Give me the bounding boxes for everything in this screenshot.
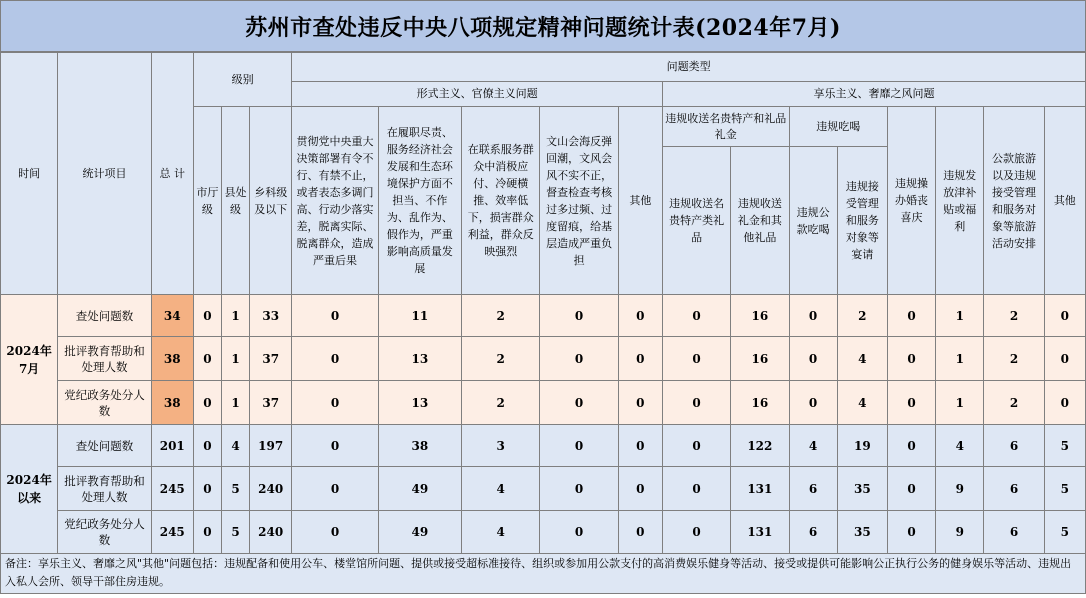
value-cell: 2 [462, 295, 540, 337]
value-cell: 0 [193, 337, 221, 381]
value-cell: 16 [731, 337, 789, 381]
header-formalism-col: 贯彻党中央重大决策部署有令不行、有禁不止，或者表态多调门高、行动少落实差，脱离实际、脱离群众，造成严重后果 [292, 107, 378, 295]
value-cell: 37 [250, 337, 292, 381]
value-cell: 4 [462, 467, 540, 511]
header-level: 级别 [193, 53, 291, 107]
row-label: 查处问题数 [58, 295, 151, 337]
value-cell: 0 [618, 511, 662, 554]
value-cell: 0 [789, 337, 837, 381]
value-cell: 11 [378, 295, 461, 337]
value-cell: 240 [250, 467, 292, 511]
value-cell: 9 [936, 511, 984, 554]
value-cell: 0 [540, 511, 618, 554]
value-cell: 131 [731, 467, 789, 511]
value-cell: 0 [887, 295, 935, 337]
value-cell: 122 [731, 425, 789, 467]
header-level-city: 市厅级 [193, 107, 221, 295]
header-formalism-other: 其他 [618, 107, 662, 295]
value-cell: 0 [887, 337, 935, 381]
value-cell: 49 [378, 511, 461, 554]
value-cell: 5 [1044, 511, 1085, 554]
value-cell: 0 [193, 467, 221, 511]
header-gift-col: 违规收送名贵特产类礼品 [662, 147, 730, 295]
period-label: 2024年以来 [1, 425, 58, 554]
value-cell: 0 [540, 467, 618, 511]
value-cell: 0 [292, 511, 378, 554]
value-cell: 0 [292, 337, 378, 381]
value-cell: 0 [540, 295, 618, 337]
value-cell: 0 [292, 295, 378, 337]
value-cell: 4 [837, 381, 887, 425]
header-total: 总 计 [151, 53, 193, 295]
value-cell: 0 [618, 425, 662, 467]
table-row [1, 381, 1086, 425]
header-hedonism: 享乐主义、奢靡之风问题 [662, 82, 1085, 107]
value-cell: 0 [1044, 381, 1085, 425]
total-cell: 34 [151, 295, 193, 337]
header-gift-col: 违规收送礼金和其他礼品 [731, 147, 789, 295]
value-cell: 0 [540, 337, 618, 381]
header-hedonism-other: 其他 [1044, 107, 1085, 295]
value-cell: 0 [887, 425, 935, 467]
value-cell: 1 [221, 337, 249, 381]
value-cell: 197 [250, 425, 292, 467]
value-cell: 16 [731, 295, 789, 337]
header-dining-group: 违规吃喝 [789, 107, 887, 147]
header-level-county: 县处级 [221, 107, 249, 295]
total-cell: 38 [151, 381, 193, 425]
value-cell: 0 [193, 425, 221, 467]
value-cell: 2 [984, 337, 1044, 381]
value-cell: 240 [250, 511, 292, 554]
header-formalism-col: 在联系服务群众中消极应付、冷硬横推、效率低下，损害群众利益，群众反映强烈 [462, 107, 540, 295]
period-label: 2024年7月 [1, 295, 58, 425]
value-cell: 2 [837, 295, 887, 337]
value-cell: 5 [221, 467, 249, 511]
value-cell: 0 [887, 511, 935, 554]
value-cell: 0 [1044, 295, 1085, 337]
value-cell: 1 [221, 381, 249, 425]
value-cell: 0 [193, 511, 221, 554]
value-cell: 0 [887, 381, 935, 425]
value-cell: 0 [292, 425, 378, 467]
value-cell: 0 [292, 467, 378, 511]
value-cell: 3 [462, 425, 540, 467]
row-label: 批评教育帮助和处理人数 [58, 337, 151, 381]
table-row [1, 425, 1086, 467]
header-item: 统计项目 [58, 53, 151, 295]
value-cell: 2 [462, 381, 540, 425]
value-cell: 1 [936, 295, 984, 337]
table-row [1, 337, 1086, 381]
value-cell: 9 [936, 467, 984, 511]
value-cell: 5 [1044, 425, 1085, 467]
value-cell: 0 [618, 295, 662, 337]
header-formalism-col: 在履职尽责、服务经济社会发展和生态环境保护方面不担当、不作为、乱作为、假作为，严重影响高质量发展 [378, 107, 461, 295]
value-cell: 6 [984, 425, 1044, 467]
value-cell: 0 [662, 337, 730, 381]
value-cell: 0 [1044, 337, 1085, 381]
value-cell: 35 [837, 511, 887, 554]
table-row [1, 511, 1086, 554]
statistics-table [0, 52, 1086, 554]
header-hedonism-col: 违规发放津补贴或福利 [936, 107, 984, 295]
table-row [1, 467, 1086, 511]
value-cell: 13 [378, 337, 461, 381]
row-label: 党纪政务处分人数 [58, 511, 151, 554]
total-cell: 245 [151, 467, 193, 511]
value-cell: 4 [936, 425, 984, 467]
value-cell: 13 [378, 381, 461, 425]
value-cell: 0 [789, 381, 837, 425]
table-row [1, 295, 1086, 337]
value-cell: 33 [250, 295, 292, 337]
value-cell: 6 [789, 511, 837, 554]
value-cell: 0 [662, 295, 730, 337]
value-cell: 5 [221, 511, 249, 554]
value-cell: 6 [984, 511, 1044, 554]
value-cell: 6 [984, 467, 1044, 511]
header-formalism: 形式主义、官僚主义问题 [292, 82, 663, 107]
value-cell: 0 [540, 381, 618, 425]
value-cell: 0 [193, 295, 221, 337]
header-dining-col: 违规公款吃喝 [789, 147, 837, 295]
value-cell: 0 [662, 467, 730, 511]
value-cell: 2 [462, 337, 540, 381]
value-cell: 19 [837, 425, 887, 467]
row-label: 批评教育帮助和处理人数 [58, 467, 151, 511]
value-cell: 16 [731, 381, 789, 425]
total-cell: 38 [151, 337, 193, 381]
value-cell: 0 [193, 381, 221, 425]
value-cell: 0 [662, 511, 730, 554]
table-header [1, 53, 1086, 295]
value-cell: 2 [984, 381, 1044, 425]
value-cell: 49 [378, 467, 461, 511]
value-cell: 0 [789, 295, 837, 337]
value-cell: 37 [250, 381, 292, 425]
value-cell: 35 [837, 467, 887, 511]
footnote: 备注：享乐主义、奢靡之风"其他"问题包括：违规配备和使用公车、楼堂馆所问题、提供或接受超标准接待、组织或参加用公款支付的高消费娱乐健身等活动、接受或提供可能影响公正执行公务的健身娱乐等活动、违规出入私人会所、领导干部住房违规。 [0, 554, 1086, 594]
header-gift-group: 违规收送名贵特产和礼品礼金 [662, 107, 789, 147]
table-body [1, 295, 1086, 554]
value-cell: 4 [789, 425, 837, 467]
value-cell: 4 [462, 511, 540, 554]
value-cell: 0 [887, 467, 935, 511]
value-cell: 0 [618, 337, 662, 381]
value-cell: 5 [1044, 467, 1085, 511]
header-level-town: 乡科级及以下 [250, 107, 292, 295]
value-cell: 4 [221, 425, 249, 467]
header-problem-type: 问题类型 [292, 53, 1086, 82]
header-hedonism-col: 公款旅游以及违规接受管理和服务对象等旅游活动安排 [984, 107, 1044, 295]
value-cell: 0 [618, 467, 662, 511]
total-cell: 245 [151, 511, 193, 554]
value-cell: 38 [378, 425, 461, 467]
header-dining-col: 违规接受管理和服务对象等宴请 [837, 147, 887, 295]
value-cell: 0 [292, 381, 378, 425]
value-cell: 0 [662, 425, 730, 467]
page-title: 苏州市查处违反中央八项规定精神问题统计表(2024年7月) [0, 0, 1086, 52]
value-cell: 0 [540, 425, 618, 467]
row-label: 查处问题数 [58, 425, 151, 467]
value-cell: 6 [789, 467, 837, 511]
total-cell: 201 [151, 425, 193, 467]
value-cell: 2 [984, 295, 1044, 337]
header-formalism-col: 文山会海反弹回潮，文风会风不实不正，督查检查考核过多过频、过度留痕，给基层造成严重负担 [540, 107, 618, 295]
value-cell: 131 [731, 511, 789, 554]
value-cell: 0 [618, 381, 662, 425]
value-cell: 0 [662, 381, 730, 425]
value-cell: 4 [837, 337, 887, 381]
row-label: 党纪政务处分人数 [58, 381, 151, 425]
value-cell: 1 [936, 337, 984, 381]
header-time: 时间 [1, 53, 58, 295]
value-cell: 1 [936, 381, 984, 425]
header-hedonism-col: 违规操办婚丧喜庆 [887, 107, 935, 295]
value-cell: 1 [221, 295, 249, 337]
